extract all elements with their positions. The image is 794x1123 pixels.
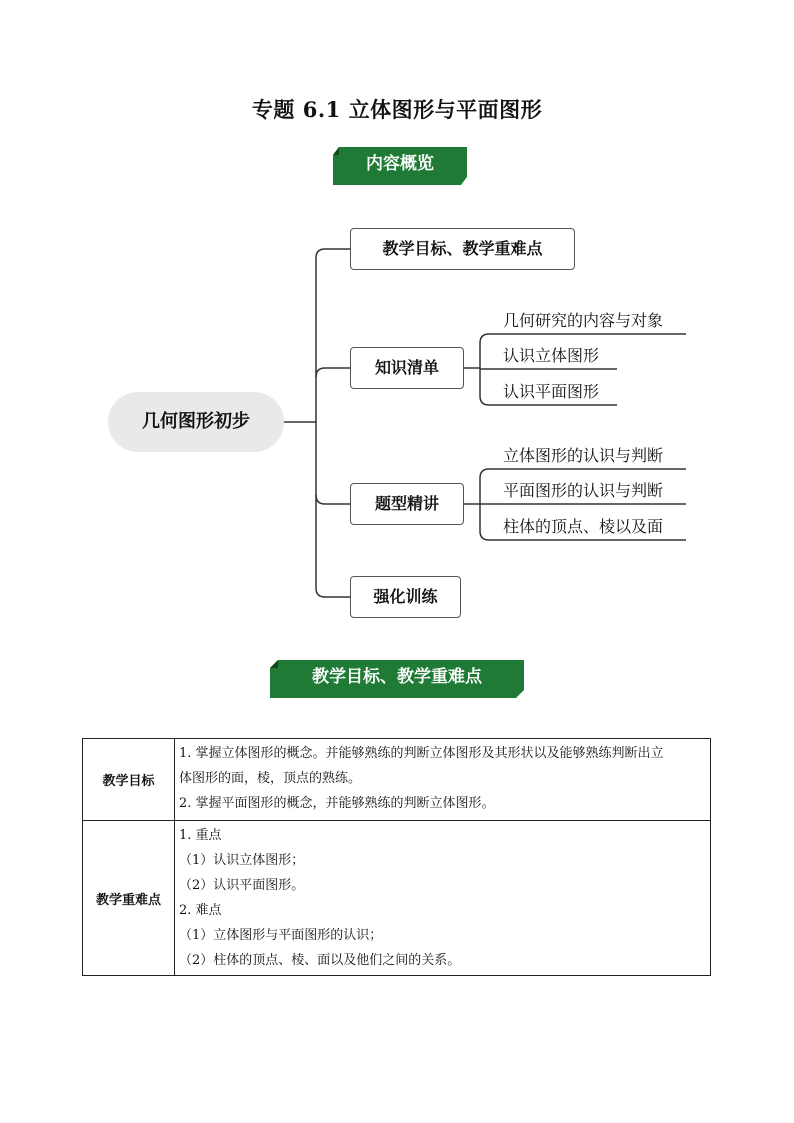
- mindmap-node-problems: 题型精讲: [350, 483, 464, 525]
- mindmap-leaf: 认识平面图形: [503, 382, 600, 401]
- content-line: （2）柱体的顶点、棱、面以及他们之间的关系。: [179, 953, 461, 968]
- content-line: 1. 掌握立体图形的概念。并能够熟练的判断立体图形及其形状以及能够熟练判断出立: [179, 746, 664, 761]
- table-row: [83, 821, 711, 976]
- content-line: （2）认识平面图形。: [179, 878, 305, 893]
- mindmap-leaf: 认识立体图形: [503, 346, 600, 365]
- mindmap-leaf: 柱体的顶点、棱以及面: [503, 517, 664, 536]
- row-content: [175, 739, 711, 821]
- row-header: 教学目标: [83, 739, 175, 821]
- section-banner-goals: [270, 660, 524, 698]
- content-line: 体图形的面，棱，顶点的熟练。: [179, 771, 362, 786]
- mindmap-node-practice: 强化训练: [350, 576, 461, 618]
- table-row: [83, 739, 711, 821]
- content-line: 2. 难点: [179, 903, 222, 918]
- banner-label: 教学目标、教学重难点: [312, 667, 482, 687]
- mindmap-leaf: 几何研究的内容与对象: [503, 311, 664, 330]
- mindmap-node-knowledge: 知识清单: [350, 347, 464, 389]
- mindmap-leaf: 立体图形的认识与判断: [503, 446, 664, 465]
- page-title: 专题 6.1 立体图形与平面图形: [251, 97, 543, 122]
- content-line: 1. 重点: [179, 828, 222, 843]
- mindmap-node-goals: 教学目标、教学重难点: [350, 228, 575, 270]
- mindmap-root: 几何图形初步: [108, 392, 284, 452]
- content-line: （1）立体图形与平面图形的认识；: [179, 928, 383, 943]
- content-line: （1）认识立体图形；: [179, 853, 305, 868]
- mindmap-leaf: 平面图形的认识与判断: [503, 481, 664, 500]
- banner-label: 内容概览: [366, 154, 434, 174]
- row-content: [175, 821, 711, 976]
- goals-table: [82, 738, 711, 976]
- row-header: 教学重难点: [83, 821, 175, 976]
- content-line: 2. 掌握平面图形的概念，并能够熟练的判断立体图形。: [179, 796, 495, 811]
